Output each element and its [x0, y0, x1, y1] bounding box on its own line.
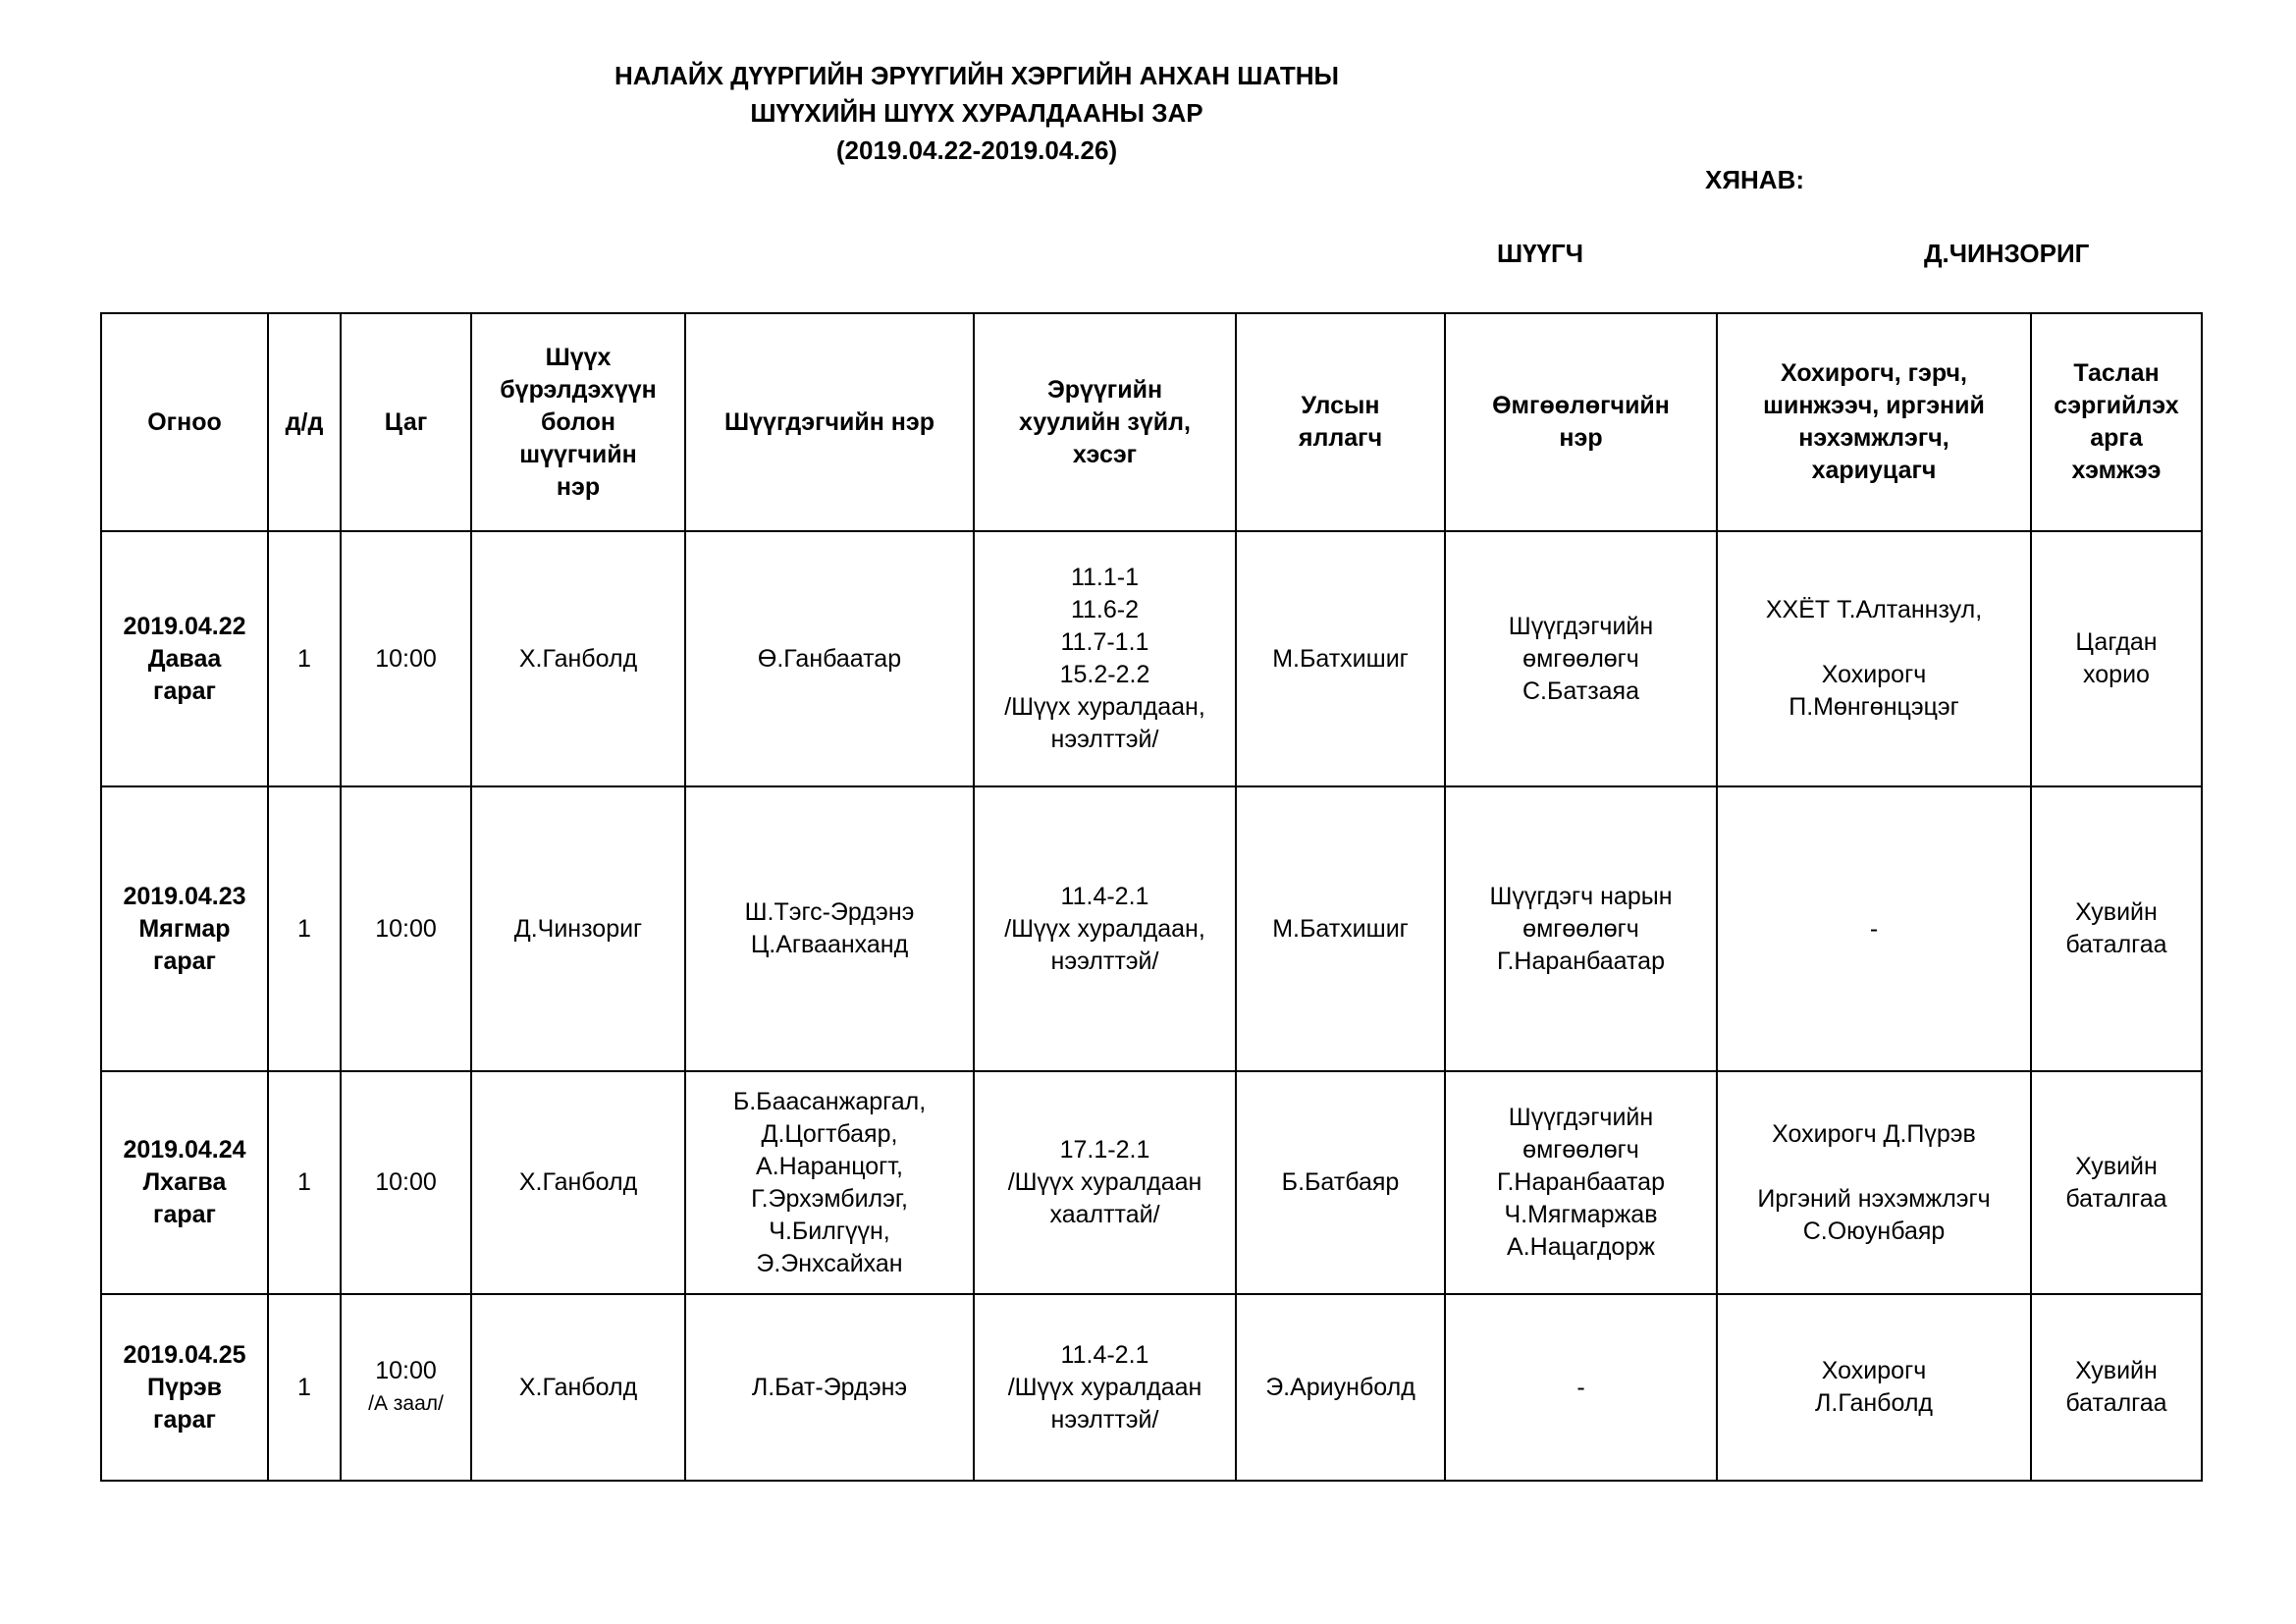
time-value: 10:00 [375, 1357, 437, 1384]
lawyer-cell: - [1445, 1294, 1717, 1481]
judge-name: Д.ЧИНЗОРИГ [1924, 239, 2090, 268]
title-line-3: (2019.04.22-2019.04.26) [835, 135, 1118, 165]
time-cell [341, 1071, 471, 1294]
judge-label: ШҮҮГЧ [1497, 239, 1584, 268]
measure-cell: Хувийн баталгаа [2031, 786, 2202, 1071]
lawyer-cell: Шүүгдэгчийн өмгөөлөгч С.Батзаяа [1445, 531, 1717, 786]
date-cell: 2019.04.22 Даваа гараг [101, 531, 268, 786]
col-header-time: Цаг [341, 313, 471, 531]
time-cell [341, 786, 471, 1071]
col-header-date: Огноо [101, 313, 268, 531]
col-header-measure: Таслан сэргийлэх арга хэмжээ [2031, 313, 2202, 531]
title-line-2: ШҮҮХИЙН ШҮҮХ ХУРАЛДААНЫ ЗАР [750, 98, 1203, 128]
victim-cell: - [1717, 786, 2031, 1071]
col-header-judge: Шүүх бүрэлдэхүүн болон шүүгчийн нэр [471, 313, 685, 531]
law-cell: 11.4-2.1 /Шүүх хуралдаан нээлттэй/ [974, 1294, 1236, 1481]
judge-cell: Д.Чинзориг [471, 786, 685, 1071]
measure-cell: Хувийн баталгаа [2031, 1294, 2202, 1481]
defendant-cell: Ш.Тэгс-Эрдэнэ Ц.Агваанханд [685, 786, 974, 1071]
col-header-prosecutor: Улсын яллагч [1236, 313, 1445, 531]
number-cell: 1 [268, 1294, 341, 1481]
judge-cell: Х.Ганболд [471, 1071, 685, 1294]
time-cell [341, 531, 471, 786]
lawyer-cell: Шүүгдэгч нарын өмгөөлөгч Г.Наранбаатар [1445, 786, 1717, 1071]
col-header-law: Эрүүгийн хуулийн зүйл, хэсэг [974, 313, 1236, 531]
law-cell: 17.1-2.1 /Шүүх хуралдаан хаалттай/ [974, 1071, 1236, 1294]
time-value: 10:00 [375, 914, 437, 943]
law-cell: 11.1-1 11.6-2 11.7-1.1 15.2-2.2 /Шүүх хуралдаан, нээлттэй/ [974, 531, 1236, 786]
schedule-table [100, 312, 2203, 1482]
title-line-1: НАЛАЙХ ДҮҮРГИЙН ЭРҮҮГИЙН ХЭРГИЙН АНХАН ШАТНЫ [614, 61, 1339, 90]
defendant-cell: Л.Бат-Эрдэнэ [685, 1294, 974, 1481]
number-cell: 1 [268, 786, 341, 1071]
defendant-cell: Ө.Ганбаатар [685, 531, 974, 786]
table-row [101, 786, 2202, 1071]
lawyer-cell: Шүүгдэгчийн өмгөөлөгч Г.Наранбаатар Ч.Мягмаржав А.Нацагдорж [1445, 1071, 1717, 1294]
date-cell: 2019.04.25 Пүрэв гараг [101, 1294, 268, 1481]
table-header-row [101, 313, 2202, 531]
col-header-lawyer: Өмгөөлөгчийн нэр [1445, 313, 1717, 531]
time-cell [341, 1294, 471, 1481]
col-header-number: д/д [268, 313, 341, 531]
col-header-victim: Хохирогч, гэрч, шинжээч, иргэний нэхэмжлэгч, хариуцагч [1717, 313, 2031, 531]
time-room-note: /А заал/ [368, 1392, 444, 1415]
measure-cell: Хувийн баталгаа [2031, 1071, 2202, 1294]
number-cell: 1 [268, 1071, 341, 1294]
prosecutor-cell: Э.Ариунболд [1236, 1294, 1445, 1481]
table-row [101, 531, 2202, 786]
measure-cell: Цагдан хорио [2031, 531, 2202, 786]
prosecutor-cell: М.Батхишиг [1236, 531, 1445, 786]
victim-cell: Хохирогч Д.Пүрэв Иргэний нэхэмжлэгч С.Оюунбаяр [1717, 1071, 2031, 1294]
col-header-defendant: Шүүгдэгчийн нэр [685, 313, 974, 531]
law-cell: 11.4-2.1 /Шүүх хуралдаан, нээлттэй/ [974, 786, 1236, 1071]
time-value: 10:00 [375, 644, 437, 673]
judge-cell: Х.Ганболд [471, 531, 685, 786]
table-row [101, 1294, 2202, 1481]
judge-cell: Х.Ганболд [471, 1294, 685, 1481]
date-cell: 2019.04.24 Лхагва гараг [101, 1071, 268, 1294]
approve-label: ХЯНАВ: [1705, 165, 1805, 194]
time-value: 10:00 [375, 1168, 437, 1196]
prosecutor-cell: Б.Батбаяр [1236, 1071, 1445, 1294]
prosecutor-cell: М.Батхишиг [1236, 786, 1445, 1071]
number-cell: 1 [268, 531, 341, 786]
victim-cell: ХХЁТ Т.Алтаннзул, Хохирогч П.Мөнгөнцэцэг [1717, 531, 2031, 786]
table-row [101, 1071, 2202, 1294]
date-cell: 2019.04.23 Мягмар гараг [101, 786, 268, 1071]
document-title [491, 57, 1463, 169]
victim-cell: Хохирогч Л.Ганболд [1717, 1294, 2031, 1481]
defendant-cell: Б.Баасанжаргал, Д.Цогтбаяр, А.Наранцогт, Г.Эрхэмбилэг, Ч.Билгүүн, Э.Энхсайхан [685, 1071, 974, 1294]
